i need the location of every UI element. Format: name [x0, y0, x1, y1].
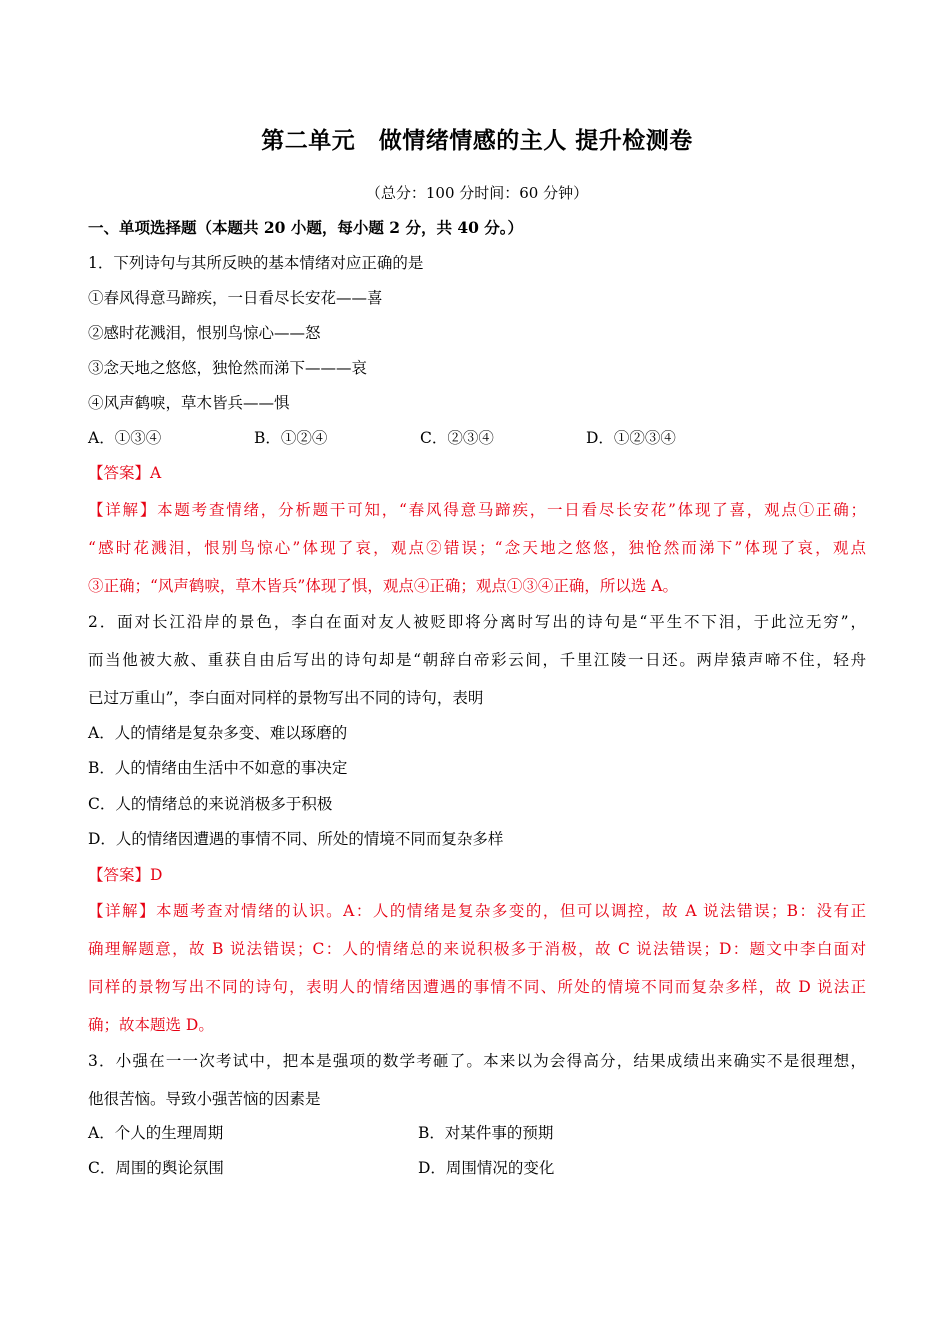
- q1-detail-line-2: “感时花溅泪，恨别鸟惊心”体现了哀，观点②错误；“念天地之悠悠，独怆然而涕下”体现了哀，观点: [88, 539, 866, 557]
- q1-item-2: ②感时花溅泪，恨别鸟惊心——怒: [88, 324, 321, 342]
- page-title: 第二单元 做情绪情感的主人 提升检测卷: [261, 127, 693, 154]
- q3-stem-line-1: 3．小强在一一次考试中，把本是强项的数学考砸了。本来以为会得高分，结果成绩出来确实不是很理想，: [88, 1052, 866, 1070]
- q1-item-1: ①春风得意马蹄疾，一日看尽长安花——喜: [88, 289, 383, 307]
- q2-detail-line-2: 确理解题意，故 B 说法错误；C：人的情绪总的来说积极多于消极，故 C 说法错误；D：题文中李白面对: [88, 940, 866, 958]
- q3-stem-line-2: 他很苦恼。导致小强苦恼的因素是: [88, 1090, 321, 1108]
- q1-detail-line-1: 【详解】本题考查情绪，分析题干可知，“春风得意马蹄疾，一日看尽长安花”体现了喜，观点①正确；: [88, 501, 866, 519]
- q3-option-c: C．周围的舆论氛围: [88, 1159, 224, 1177]
- q1-options: [88, 428, 752, 448]
- section-heading: 一、单项选择题（本题共 20 小题，每小题 2 分，共 40 分。）: [88, 218, 524, 237]
- q2-detail-line-1: 【详解】本题考查对情绪的认识。A：人的情绪是复杂多变的，但可以调控，故 A 说法错误；B：没有正: [88, 902, 866, 920]
- q1-option-a: A．①③④: [88, 429, 162, 447]
- q2-stem-line-3: 已过万重山”，李白面对同样的景物写出不同的诗句，表明: [88, 689, 484, 707]
- q2-answer: 【答案】D: [88, 866, 163, 884]
- q3-options-row-1: [88, 1123, 748, 1143]
- exam-info: （总分：100 分时间：60 分钟）: [365, 184, 589, 202]
- q1-option-c: C．②③④: [420, 429, 494, 447]
- q2-option-a: A．人的情绪是复杂多变、难以琢磨的: [88, 724, 348, 742]
- q3-option-d: D．周围情况的变化: [418, 1159, 555, 1177]
- q1-answer: 【答案】A: [88, 464, 162, 482]
- q1-stem: 1．下列诗句与其所反映的基本情绪对应正确的是: [88, 254, 424, 272]
- q2-stem-line-2: 而当他被大赦、重获自由后写出的诗句却是“朝辞白帝彩云间，千里江陵一日还。两岸猿声啼不住，轻舟: [88, 651, 866, 669]
- q2-option-c: C．人的情绪总的来说消极多于积极: [88, 795, 333, 813]
- q1-option-b: B．①②④: [254, 429, 328, 447]
- q2-stem-line-1: 2．面对长江沿岸的景色，李白在面对友人被贬即将分离时写出的诗句是“平生不下泪，于此泣无穷”，: [88, 613, 866, 631]
- q1-item-3: ③念天地之悠悠，独怆然而涕下———哀: [88, 359, 368, 377]
- q3-option-a: A．个人的生理周期: [88, 1124, 224, 1142]
- q3-options-row-2: [88, 1158, 748, 1178]
- q1-item-4: ④风声鹤唳，草木皆兵——惧: [88, 394, 290, 412]
- q2-option-b: B．人的情绪由生活中不如意的事决定: [88, 759, 348, 777]
- q3-option-b: B．对某件事的预期: [418, 1124, 554, 1142]
- q2-detail-line-4: 确；故本题选 D。: [88, 1016, 214, 1034]
- q2-detail-line-3: 同样的景物写出不同的诗句，表明人的情绪因遭遇的事情不同、所处的情境不同而复杂多样，故 D 说法正: [88, 978, 866, 996]
- q1-option-d: D．①②③④: [586, 429, 676, 447]
- q2-option-d: D．人的情绪因遭遇的事情不同、所处的情境不同而复杂多样: [88, 830, 504, 848]
- q1-detail-line-3: ③正确；“风声鹤唳，草木皆兵”体现了惧，观点④正确；观点①③④正确，所以选 A。: [88, 577, 678, 595]
